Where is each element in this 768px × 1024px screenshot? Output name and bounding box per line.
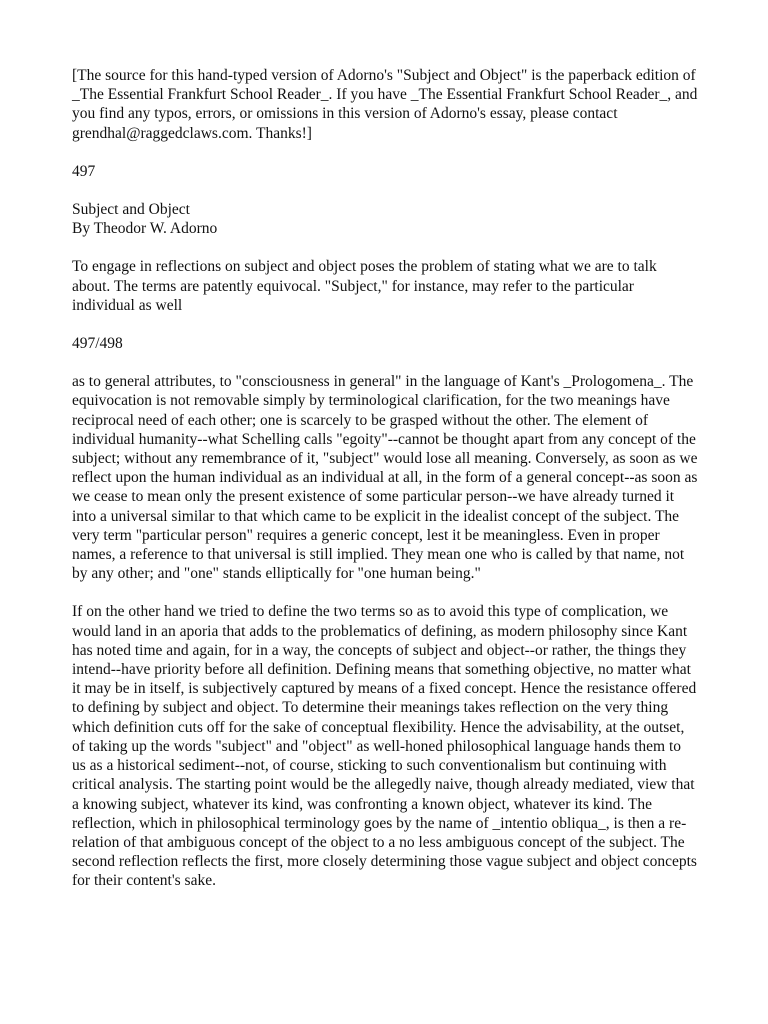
source-note: [The source for this hand-typed version of Adorno's "Subject and Object" is the paperback edition of _The Essential Frankfurt School Reader_. If you have _The Essential Frankfurt School Reader_, and you find any typos, errors, or omissions in this version of Adorno's essay, please contact grendhal@raggedclaws.com. Thanks!] bbox=[72, 67, 698, 142]
document-page bbox=[72, 66, 698, 910]
paragraph-3: If on the other hand we tried to define the two terms so as to avoid this type of complication, we would land in an aporia that adds to the problematics of defining, as modern philosophy since Kant has noted time and again, for in a way, the concepts of subject and object--or rather, the things they intend--have priority before all definition. Defining means that something objective, no matter what it may be in itself, is subjectively captured by means of a fixed concept. Hence the resistance offered to defining by subject and object. To determine their meanings takes reflection on the very thing which definition cuts off for the sake of conceptual flexibility. Hence the advisability, at the outset, of taking up the words "subject" and "object" as well-honed philosophical language hands them to us as a historical sediment--not, of course, sticking to such conventionalism but continuing with critical analysis. The starting point would be the allegedly naive, though already mediated, view that a knowing subject, whatever its kind, was confronting a known object, whatever its kind. The reflection, which in philosophical terminology goes by the name of _intentio obliqua_, is then a re-relation of that ambiguous concept of the object to a no less ambiguous concept of the subject. The second reflection reflects the first, more closely determining those vague subject and object concepts for their content's sake. bbox=[72, 603, 697, 890]
paragraph-2: as to general attributes, to "consciousness in general" in the language of Kant's _Prologomena_. The equivocation is not removable simply by terminological clarification, for the two meanings have reciprocal need of each other; one is scarcely to be grasped without the other. The element of individual humanity--what Schelling calls "egoity"--cannot be thought apart from any concept of the subject; without any remembrance of it, "subject" would lose all meaning. Conversely, as soon as we reflect upon the human individual as an individual at all, in the form of a general concept--as soon as we cease to mean only the present existence of some particular person--we have already turned it into a universal similar to that which came to be explicit in the idealist concept of the subject. The very term "particular person" requires a generic concept, lest it be meaningless. Even in proper names, a reference to that universal is still implied. They mean one who is called by that name, not by any other; and "one" stands elliptically for "one human being." bbox=[72, 373, 698, 583]
paragraph-1: To engage in reflections on subject and object poses the problem of stating what we are to talk about. The terms are patently equivocal. "Subject," for instance, may refer to the particular individual as well bbox=[72, 258, 657, 314]
essay-title: Subject and Object bbox=[72, 201, 190, 219]
page-range-marker: 497/498 bbox=[72, 335, 123, 353]
essay-byline: By Theodor W. Adorno bbox=[72, 220, 218, 238]
page-number: 497 bbox=[72, 162, 96, 180]
